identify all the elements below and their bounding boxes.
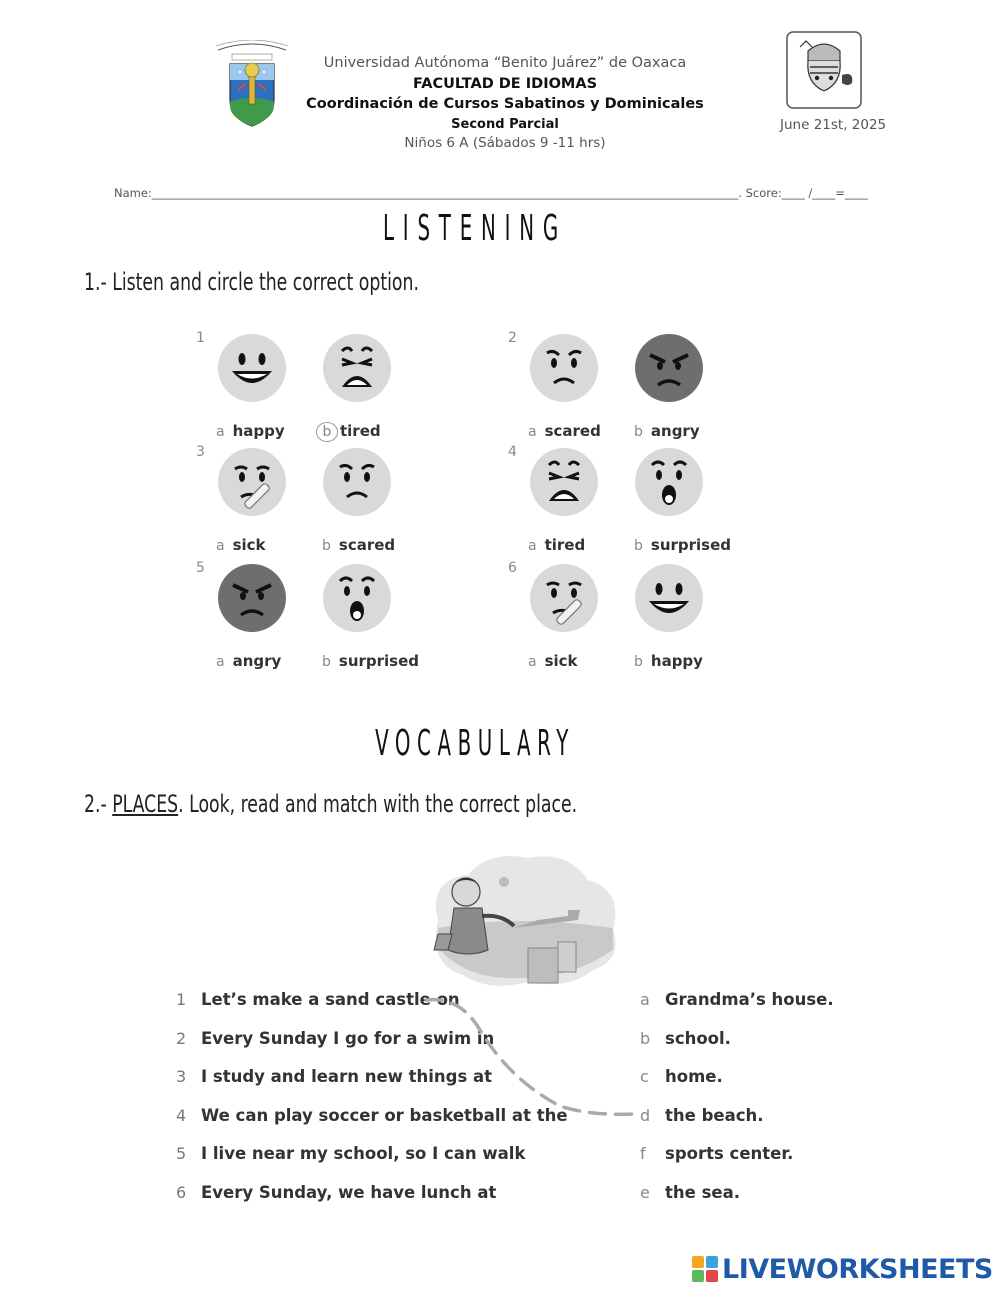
option-label: scared: [544, 422, 601, 440]
question-number: 6: [508, 560, 517, 576]
place-option[interactable]: the sea.: [665, 1182, 740, 1202]
place-letter: e: [640, 1182, 650, 1202]
liveworksheets-brand[interactable]: [692, 1252, 993, 1286]
option-b[interactable]: [634, 652, 703, 670]
question-number: 5: [196, 560, 205, 576]
option-label: happy: [232, 422, 285, 440]
liveworksheets-wordmark: LIVEWORKSHEETS: [722, 1253, 993, 1285]
option-b[interactable]: [322, 422, 381, 442]
sick-face-icon: [217, 447, 287, 517]
option-label: tired: [544, 536, 586, 554]
instruction-places: PLACES: [112, 790, 179, 818]
option-letter: b: [634, 538, 643, 554]
sentence-text[interactable]: We can play soccer or basketball at the: [201, 1105, 568, 1125]
listening-title: LISTENING: [382, 208, 568, 249]
group-info: Niños 6 A (Sábados 9 -11 hrs): [404, 135, 606, 151]
place-option[interactable]: Grandma’s house.: [665, 990, 834, 1009]
sentence-text[interactable]: I study and learn new things at: [201, 1067, 493, 1086]
option-a[interactable]: [528, 536, 585, 554]
sentence-number: 3: [176, 1067, 187, 1086]
sentence-text[interactable]: I live near my school, so I can walk: [201, 1144, 526, 1163]
faculty-logo: [786, 31, 862, 109]
faculty-name: FACULTAD DE IDIOMAS: [412, 76, 598, 92]
sentence-number: 5: [176, 1144, 187, 1163]
sentence-text[interactable]: Every Sunday I go for a swim in: [201, 1028, 495, 1048]
sick-face-icon: [529, 563, 599, 633]
sentence-text[interactable]: Every Sunday, we have lunch at: [201, 1182, 497, 1202]
option-b[interactable]: [322, 536, 395, 554]
question-number: 4: [508, 444, 517, 460]
sentence-number: 4: [176, 1105, 187, 1125]
instruction-rest: . Look, read and match with the correct place.: [178, 790, 578, 818]
option-b[interactable]: [634, 536, 731, 554]
option-letter: a: [216, 424, 225, 440]
option-label: sick: [544, 652, 578, 670]
option-letter: a: [528, 654, 537, 670]
scared-face-icon: [529, 333, 599, 403]
happy-face-icon: [217, 333, 287, 403]
place-option[interactable]: the beach.: [665, 1105, 764, 1125]
vocabulary-title: VOCABULARY: [375, 723, 575, 764]
exam-title: Second Parcial: [451, 117, 559, 132]
sentence-number: 2: [176, 1028, 187, 1048]
option-letter: a: [528, 538, 537, 554]
angry-face-icon: [217, 563, 287, 633]
happy-face-icon: [634, 563, 704, 633]
liveworksheets-logo-icon: [692, 1256, 718, 1282]
place-option[interactable]: home.: [665, 1067, 723, 1086]
option-a[interactable]: [528, 652, 578, 670]
place-letter: a: [640, 990, 650, 1009]
boy-sandcastle-picture: [418, 850, 623, 995]
option-letter: a: [216, 654, 225, 670]
option-label: angry: [650, 422, 700, 440]
listening-instruction: 1.- Listen and circle the correct option.: [84, 268, 419, 296]
option-a[interactable]: [216, 422, 285, 440]
place-letter: c: [640, 1067, 649, 1086]
option-letter: b: [634, 654, 643, 670]
option-label: surprised: [338, 652, 420, 670]
option-a[interactable]: [216, 652, 281, 670]
surprised-face-icon: [322, 563, 392, 633]
tired-face-icon: [322, 333, 392, 403]
option-b[interactable]: [322, 652, 419, 670]
coordination-name: Coordinación de Cursos Sabatinos y Dominicales: [306, 96, 704, 112]
name-score-line[interactable]: Name:______________________________________________________________________________________________________. Score:____ /____=____: [114, 186, 868, 200]
tired-face-icon: [529, 447, 599, 517]
option-label: happy: [650, 652, 703, 670]
vocabulary-instruction: [84, 790, 577, 818]
place-option[interactable]: school.: [665, 1028, 731, 1048]
example-match-line: [420, 990, 650, 1125]
exam-date: June 21st, 2025: [780, 117, 887, 133]
university-name: Universidad Autónoma “Benito Juárez” de Oaxaca: [323, 55, 687, 71]
scared-face-icon: [322, 447, 392, 517]
option-label: surprised: [650, 536, 732, 554]
option-letter: b: [316, 422, 338, 442]
option-letter: a: [216, 538, 225, 554]
option-letter: b: [322, 654, 331, 670]
place-option[interactable]: sports center.: [665, 1144, 794, 1163]
option-letter: b: [634, 424, 643, 440]
option-label: angry: [232, 652, 282, 670]
option-a[interactable]: [528, 422, 601, 440]
option-label: sick: [232, 536, 266, 554]
sentence-text[interactable]: Let’s make a sand castle on: [201, 990, 460, 1009]
option-label: scared: [338, 536, 396, 554]
question-number: 3: [196, 444, 205, 460]
option-letter: a: [528, 424, 537, 440]
option-label: tired: [340, 422, 381, 440]
angry-face-icon: [634, 333, 704, 403]
instruction-prefix: 2.-: [84, 790, 113, 818]
option-b[interactable]: [634, 422, 700, 440]
place-letter: b: [640, 1028, 651, 1048]
surprised-face-icon: [634, 447, 704, 517]
question-number: 1: [196, 330, 205, 346]
option-a[interactable]: [216, 536, 266, 554]
question-number: 2: [508, 330, 517, 346]
option-letter: b: [322, 538, 331, 554]
sentence-number: 1: [176, 990, 187, 1009]
place-letter: d: [640, 1105, 651, 1125]
sentence-number: 6: [176, 1182, 187, 1202]
place-letter: f: [640, 1144, 646, 1163]
